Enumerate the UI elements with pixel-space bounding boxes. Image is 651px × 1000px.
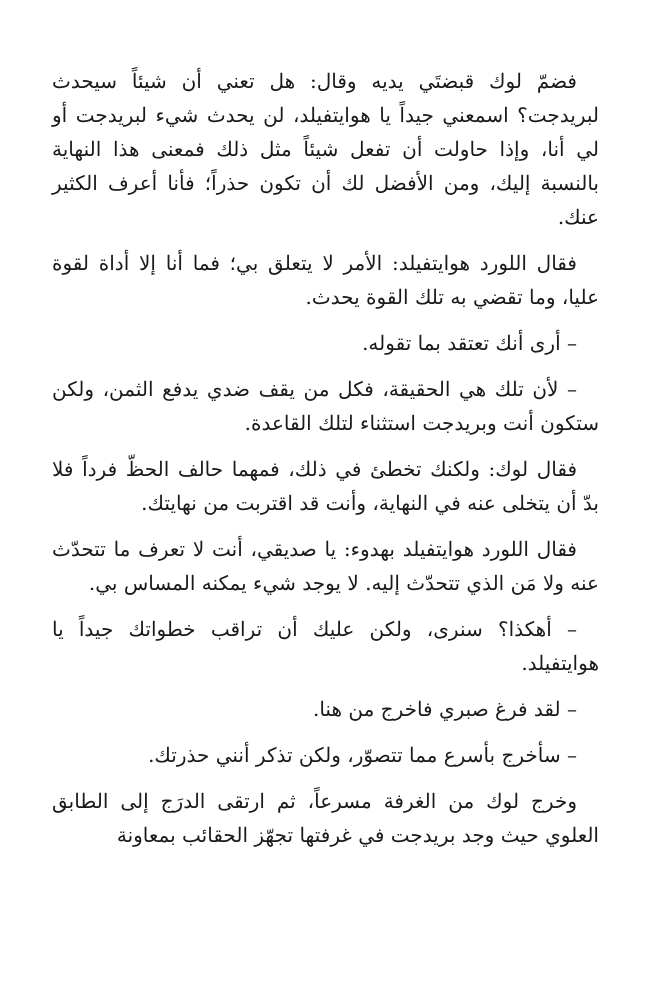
dialogue-line: – لقد فرغ صبري فاخرج من هنا.	[312, 697, 577, 721]
paragraph: وخرج لوك من الغرفة مسرعاً، ثم ارتقى الدرَج إلى الطابق العلوي حيث وجد بريدجت في غرفتها تجهّز الحقائب بمعاونة	[52, 789, 599, 847]
dialogue-line: – لأن تلك هي الحقيقة، فكل من يقف ضدي يدفع الثمن، ولكن ستكون أنت وبريدجت استثناء لتلك القاعدة.	[52, 377, 599, 435]
paragraph: فضمّ لوك قبضتَي يديه وقال: هل تعني أن شيئاً سيحدث لبريدجت؟ اسمعني جيداً يا هوايتفيلد، لن يحدث شيء لبريدجت أو لي أنا، وإذا حاولت أن تفعل شيئاً مثل ذلك فمعنى هذا النهاية بالنسبة إليك، ومن الأفضل لك أن تكون حذراً؛ فأنا أعرف الكثير عنك.	[52, 69, 599, 229]
dialogue-line: – أرى أنك تعتقد بما تقوله.	[362, 331, 577, 355]
paragraph: فقال اللورد هوايتفيلد بهدوء: يا صديقي، أنت لا تعرف ما تتحدّث عنه ولا مَن الذي تتحدّث إليه. لا يوجد شيء يمكنه المساس بي.	[52, 537, 599, 595]
book-page	[52, 64, 599, 990]
paragraph: فقال اللورد هوايتفيلد: الأمر لا يتعلق بي؛ فما أنا إلا أداة لقوة عليا، وما تقضي به تلك القوة يحدث.	[52, 251, 599, 309]
paragraph: فقال لوك: ولكنك تخطئ في ذلك، فمهما حالف الحظّ فرداً فلا بدّ أن يتخلى عنه في النهاية، وأنت قد اقتربت من نهايتك.	[52, 457, 599, 515]
dialogue-line: – أهكذا؟ سنرى، ولكن عليك أن تراقب خطواتك جيداً يا هوايتفيلد.	[52, 617, 599, 675]
dialogue-line: – سأخرج بأسرع مما تتصوّر، ولكن تذكر أنني حذرتك.	[148, 743, 577, 767]
